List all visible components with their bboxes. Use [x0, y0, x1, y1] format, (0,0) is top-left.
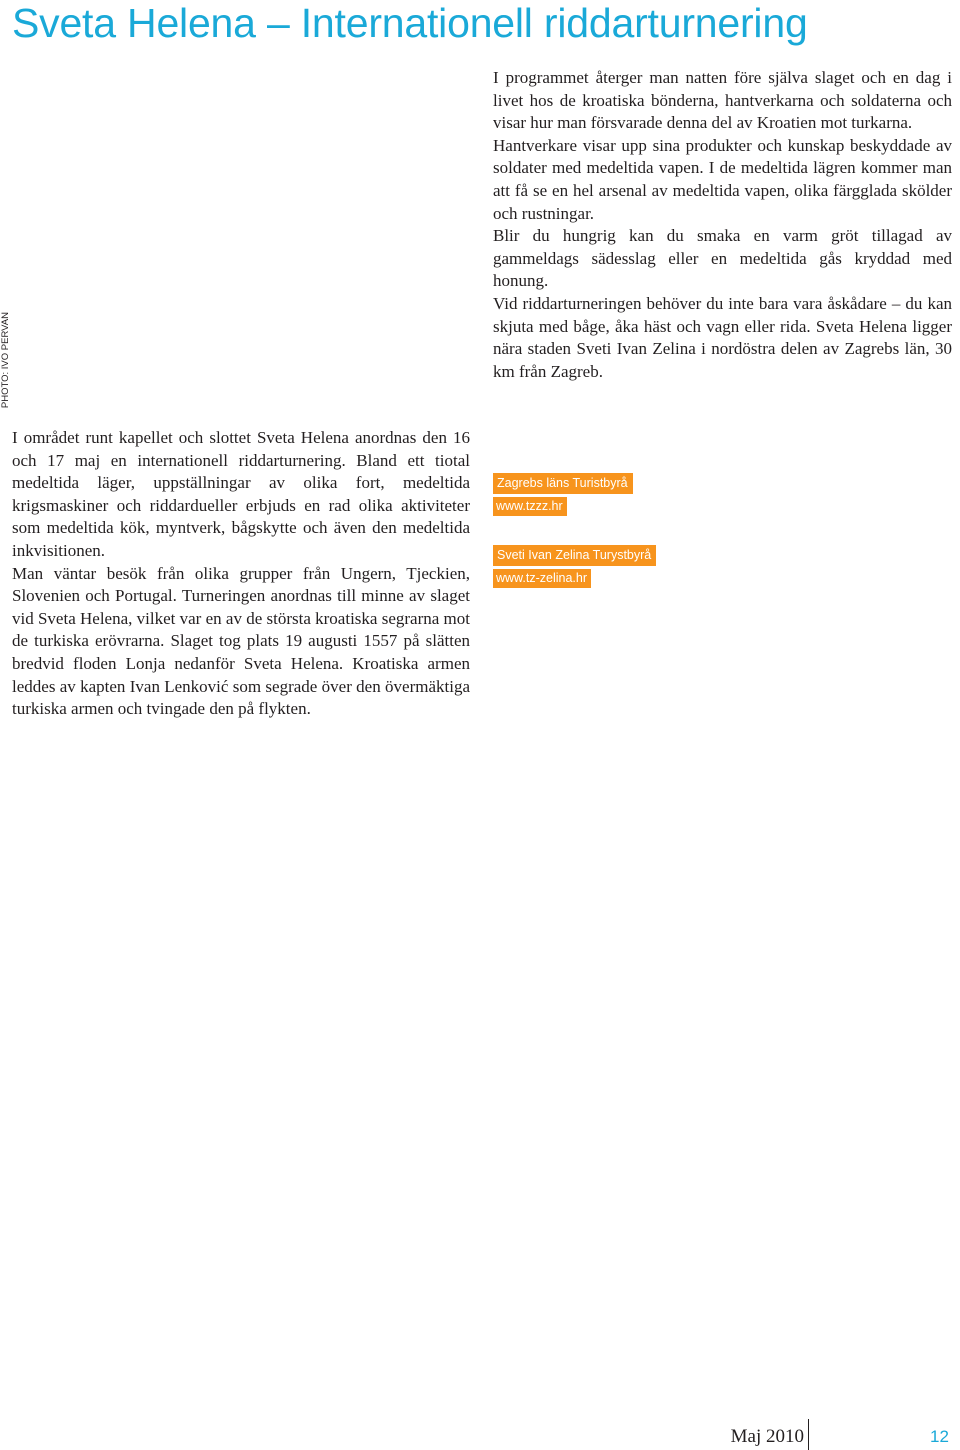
article-paragraph: Hantverkare visar upp sina produkter och kunskap beskyddade av soldater med medeltida vapen. I de medeltida lägren kommer man att få se en hel arsenal av medeltida vapen, olika färgglada skölder och rustningar.	[493, 135, 952, 223]
page-number: 12	[930, 1427, 949, 1446]
article-paragraph: I området runt kapellet och slottet Sveta Helena anordnas den 16 och 17 maj en internationell riddarturnering. Bland ett tiotal medeltida läger, uppställningar av olika fort, medeltida krigsmaskiner och riddardueller erbjuds en rad olika aktiviteter som medeltida kök, myntverk, bågskytte och även den medeltida inkvisitionen.	[12, 428, 470, 560]
article-paragraph: Vid riddarturneringen behöver du inte bara vara åskådare – du kan skjuta med båge, åka häst och vagn eller rida. Sveta Helena ligger nära staden Sveti Ivan Zelina i nordöstra delen av Zagrebs län, 30 km från Zagreb.	[493, 293, 952, 381]
photo-credit: PHOTO: IVO PERVAN	[0, 312, 11, 409]
contact-block-zelina	[493, 545, 656, 588]
contact-name: Zagrebs läns Turistbyrå	[493, 473, 633, 494]
contact-name: Sveti Ivan Zelina Turystbyrå	[493, 545, 656, 566]
contact-link[interactable]: www.tz-zelina.hr	[493, 569, 591, 588]
footer-divider	[808, 1419, 809, 1450]
right-article-column	[493, 67, 952, 383]
left-article-column	[12, 427, 470, 721]
article-paragraph: Blir du hungrig kan du smaka en varm gröt tillagad av gammeldags sädesslag eller en medeltida gås kryddad med honung.	[493, 226, 952, 291]
contact-link[interactable]: www.tzzz.hr	[493, 497, 567, 516]
article-paragraph: I programmet återger man natten före själva slaget och en dag i livet hos de kroatiska bönderna, hantverkarna och soldaterna och visar hur man försvarade denna del av Kroatien mot turkarna.	[493, 68, 952, 133]
article-paragraph: Man väntar besök från olika grupper från Ungern, Tjeckien, Slovenien och Portugal. Turneringen anordnas till minne av slaget vid Sveta Helena, vilket var en av de största kroatiska segrarna mot de turkiska erövrarna. Slaget tog plats 19 augusti 1557 på slätten bredvid floden Lonja nedanför Sveta Helena. Kroatiska armen leddes av kapten Ivan Lenković som segrade över den övermäktiga turkiska armen och tvingade den på flykten.	[12, 563, 470, 719]
contact-block-zagreb	[493, 473, 633, 516]
issue-date: Maj 2010	[730, 1426, 804, 1447]
page-title: Sveta Helena – Internationell riddarturnering	[12, 0, 808, 46]
